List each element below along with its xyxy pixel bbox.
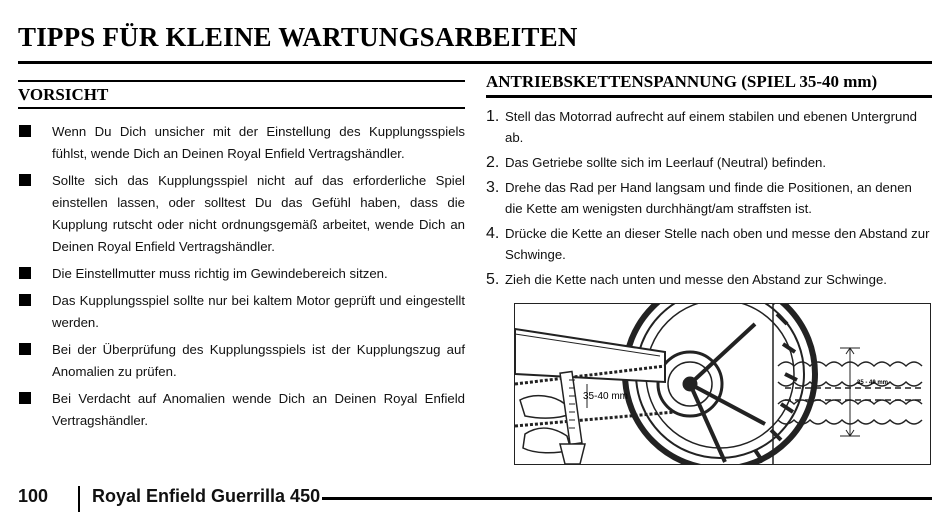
bullet-square-icon (19, 392, 31, 404)
caution-item: Sollte sich das Kupplungsspiel nicht auf das erforderliche Spiel einstellen lassen, oder solltest Du das Gefühl haben, dass die Kupplung rutscht oder nicht ordnungsgemäß arbeitet, wende Dich an Deinen Royal Enfield Vertragshändler. (18, 170, 465, 258)
chain-section (486, 72, 932, 294)
wheel-illustration (515, 304, 815, 464)
chain-step: 1. Stell das Motorrad aufrecht auf einem stabilen und ebenen Untergrund ab. (486, 108, 917, 145)
caution-heading: VORSICHT (18, 80, 465, 109)
bullet-square-icon (19, 343, 31, 355)
manual-title: Royal Enfield Guerrilla 450 (92, 486, 321, 506)
figure-left-label: 35-40 mm (583, 391, 629, 402)
page-title: TIPPS FÜR KLEINE WARTUNGSARBEITEN (18, 22, 578, 52)
footer (18, 486, 932, 512)
footer-separator (78, 486, 80, 512)
chain-step: 2. Das Getriebe sollte sich im Leerlauf (Neutral) befinden. (486, 154, 827, 171)
chain-step: 5. Zieh die Kette nach unten und messe den Abstand zur Schwinge. (486, 271, 887, 288)
title-rule (18, 61, 932, 64)
page-number: 100 (18, 486, 49, 506)
caution-list (18, 121, 465, 432)
chain-illustration (515, 304, 930, 464)
chain-heading: ANTRIEBSKETTENSPANNUNG (SPIEL 35-40 mm) (486, 72, 932, 98)
chain-figure (514, 303, 931, 465)
caution-section (18, 80, 465, 437)
caution-item: Wenn Du Dich unsicher mit der Einstellung des Kupplungsspiels fühlst, wende Dich an Deinen Royal Enfield Vertragshändler. (18, 121, 465, 165)
figure-right-label: 35 - 40 mm (857, 380, 889, 386)
bullet-square-icon (19, 174, 31, 186)
caution-item: Das Kupplungsspiel sollte nur bei kaltem Motor geprüft und eingestellt werden. (18, 290, 465, 334)
bullet-square-icon (19, 267, 31, 279)
chain-step: 3. Drehe das Rad per Hand langsam und finde die Positionen, an denen die Kette am wenigsten durchhängt/am straffsten ist. (486, 179, 912, 216)
caution-item: Bei der Überprüfung des Kupplungsspiels ist der Kupplungszug auf Anomalien zu prüfen. (18, 339, 465, 383)
bullet-square-icon (19, 294, 31, 306)
bullet-square-icon (19, 125, 31, 137)
caution-item: Die Einstellmutter muss richtig im Gewindebereich sitzen. (18, 263, 465, 285)
chain-step: 4. Drücke die Kette an dieser Stelle nach oben und messe den Abstand zur Schwinge. (486, 225, 930, 262)
caution-item: Bei Verdacht auf Anomalien wende Dich an Deinen Royal Enfield Vertragshändler. (18, 388, 465, 432)
footer-rule (322, 497, 932, 500)
chain-steps (486, 106, 932, 290)
